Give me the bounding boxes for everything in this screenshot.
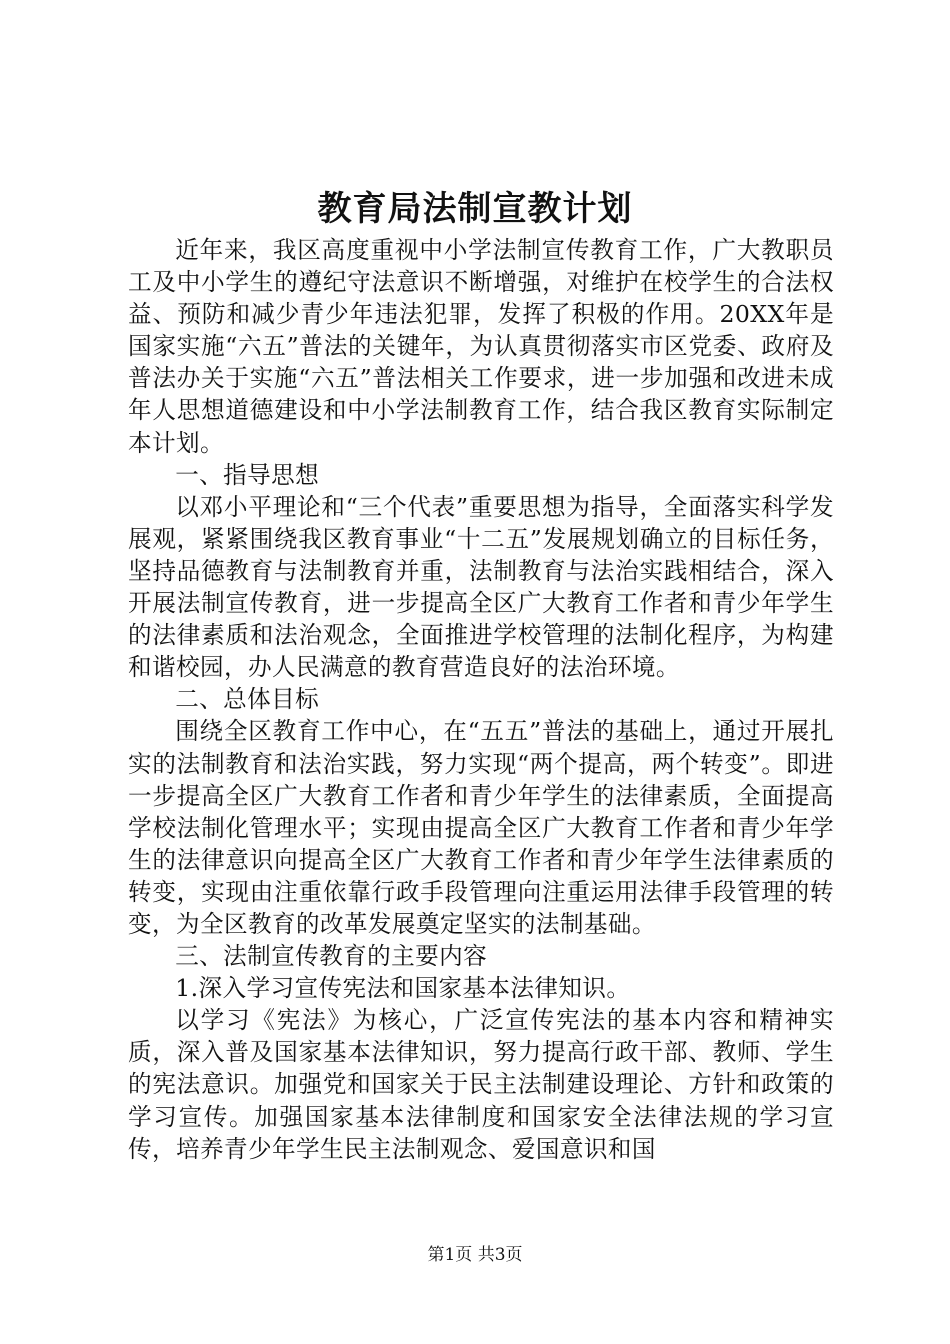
paragraph-intro: 近年来，我区高度重视中小学法制宣传教育工作，广大教职员工及中小学生的遵纪守法意识不断增强，对维护在校学生的合法权益、预防和减少青少年违法犯罪，发挥了积极的作用。20XX年是国家实施“六五”普法的关键年，为认真贯彻落实市区党委、政府及普法办关于实施“六五”普法相关工作要求，进一步加强和改进未成年人思想道德建设和中小学法制教育工作，结合我区教育实际制定本计划。 bbox=[128, 236, 834, 457]
subsection-heading-constitution: 1.深入学习宣传宪法和国家基本法律知识。 bbox=[175, 974, 631, 1003]
paragraph-overall-goal: 围绕全区教育工作中心，在“五五”普法的基础上，通过开展扎实的法制教育和法治实践，努力实现“两个提高，两个转变”。即进一步提高全区广大教育工作者和青少年学生的法律素质，全面提高学校法制化管理水平；实现由提高全区广大教育工作者和青少年学生的法律意识向提高全区广大教育工作者和青少年学生法律素质的转变，实现由注重依靠行政手段管理向注重运用法律手段管理的转变，为全区教育的改革发展奠定坚实的法制基础。 bbox=[128, 717, 834, 938]
section-heading-overall-goal: 二、总体目标 bbox=[175, 685, 320, 714]
paragraph-guiding-thought: 以邓小平理论和“三个代表”重要思想为指导，全面落实科学发展观，紧紧围绕我区教育事业“十二五”发展规划确立的目标任务，坚持品德教育与法制教育并重，法制教育与法治实践相结合，深入开展法制宣传教育，进一步提高全区广大教育工作者和青少年学生的法律素质和法治观念，全面推进学校管理的法制化程序，为构建和谐校园，办人民满意的教育营造良好的法治环境。 bbox=[128, 492, 834, 682]
document-body bbox=[128, 234, 834, 1165]
paragraph-constitution: 以学习《宪法》为核心，广泛宣传宪法的基本内容和精神实质，深入普及国家基本法律知识，努力提高行政干部、教师、学生的宪法意识。加强党和国家关于民主法制建设理论、方针和政策的学习宣传。加强国家基本法律制度和国家安全法律法规的学习宣传，培养青少年学生民主法制观念、爱国意识和国 bbox=[128, 1006, 834, 1163]
page-number-footer: 第1页 共3页 bbox=[427, 1245, 523, 1265]
section-heading-guiding-thought: 一、指导思想 bbox=[175, 460, 320, 489]
document-title: 教育局法制宣教计划 bbox=[317, 189, 633, 229]
section-heading-main-content: 三、法制宣传教育的主要内容 bbox=[175, 942, 488, 971]
